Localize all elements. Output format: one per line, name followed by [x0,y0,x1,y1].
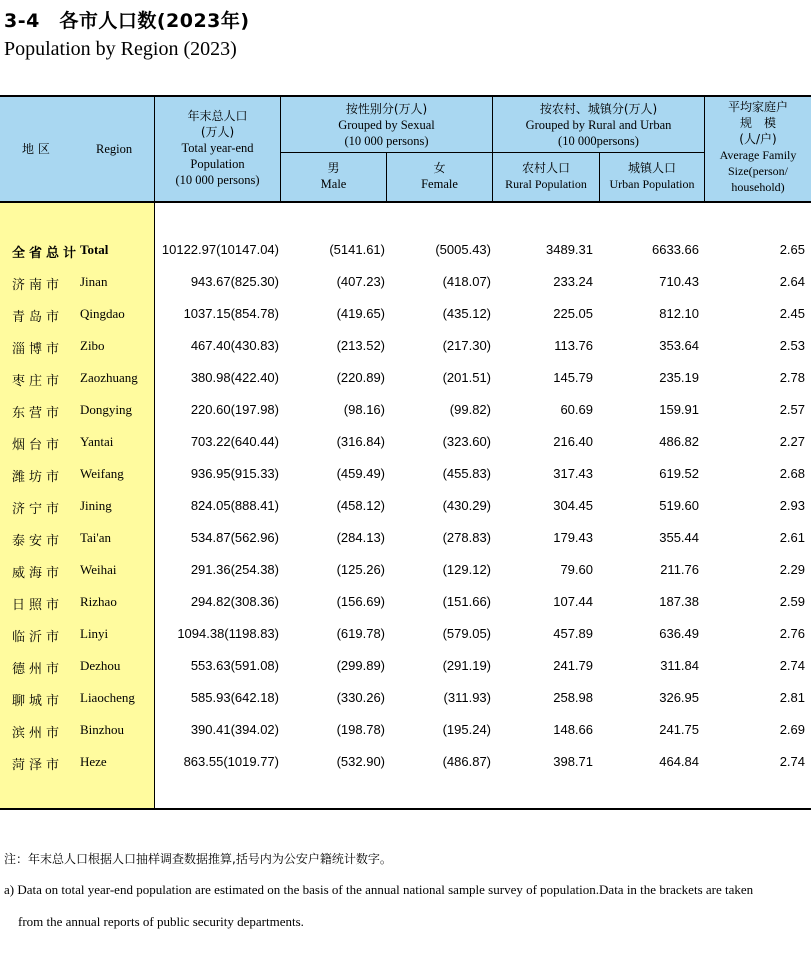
urban-population-cell: 355.44 [659,530,699,545]
female-population-cell: (151.66) [442,594,491,609]
male-population-cell: (316.84) [336,434,385,449]
urban-population-cell: 486.82 [659,434,699,449]
urban-population-cell: 241.75 [659,722,699,737]
family-size-cell: 2.76 [779,626,805,641]
region-name-cn: 潍坊市 [12,470,64,485]
header-sex-group: 按性别分(万人) Grouped by Sexual (10 000 persons) [338,102,435,148]
male-population-cell: (330.26) [336,690,385,705]
total-population-cell: 220.60(197.98) [190,402,279,417]
region-name-en: Weifang [80,466,124,481]
urban-population-cell: 235.19 [659,370,699,385]
female-population-cell: (5005.43) [435,242,491,257]
region-name-en: Jining [80,498,112,513]
region-name-en: Jinan [80,274,108,289]
family-size-cell: 2.57 [779,402,805,417]
urban-population-cell: 326.95 [659,690,699,705]
rural-population-cell: 233.24 [553,274,593,289]
region-name-cn: 德州市 [12,662,64,677]
table-row [0,394,811,426]
table-row [0,298,811,330]
region-name-cn: 泰安市 [12,534,64,549]
male-population-cell: (220.89) [336,370,385,385]
rural-population-cell: 241.79 [553,658,593,673]
urban-population-cell: 519.60 [659,498,699,513]
male-population-cell: (407.23) [336,274,385,289]
rural-population-cell: 113.76 [554,338,593,353]
header-total: 年末总人口 (万人) Total year-end Population (10 000 persons) [175,109,260,187]
female-population-cell: (201.51) [442,370,491,385]
rural-population-cell: 179.43 [553,530,593,545]
footnote-en-line1: a) Data on total year-end population are estimated on the basis of the annual national sample survey of population.Data in the brackets are taken [4,882,754,897]
table-bottom-rule [0,808,811,810]
female-population-cell: (418.07) [442,274,491,289]
rural-population-cell: 148.66 [553,722,593,737]
male-population-cell: (299.89) [336,658,385,673]
urban-population-cell: 6633.66 [652,242,699,257]
female-population-cell: (430.29) [442,498,491,513]
table-row [0,618,811,650]
table-row-total [0,234,811,266]
region-name-cn: 滨州市 [12,726,64,741]
region-name-en: Binzhou [80,722,125,737]
header-region-en: Region [96,142,133,156]
urban-population-cell: 211.76 [660,562,699,577]
male-population-cell: (125.26) [336,562,385,577]
region-name-cn: 聊城市 [12,694,64,709]
footnote-en-line2: from the annual reports of public security departments. [18,914,304,929]
table-row [0,330,811,362]
region-name-en: Tai'an [80,530,112,545]
total-population-cell: 943.67(825.30) [190,274,279,289]
urban-population-cell: 311.84 [660,658,699,673]
table-row [0,266,811,298]
female-population-cell: (129.12) [442,562,491,577]
subheader-rule [281,152,705,153]
family-size-cell: 2.65 [779,242,805,257]
male-population-cell: (284.13) [336,530,385,545]
family-size-cell: 2.61 [779,530,805,545]
table-row [0,714,811,746]
urban-population-cell: 812.10 [659,306,699,321]
family-size-cell: 2.78 [779,370,805,385]
table-row [0,746,811,778]
region-name-cn: 济南市 [12,278,64,293]
region-name-en: Dezhou [80,658,121,673]
female-population-cell: (195.24) [442,722,491,737]
header-bottom-rule [0,201,811,203]
total-population-cell: 10122.97(10147.04) [161,242,279,257]
total-population-cell: 863.55(1019.77) [183,754,279,769]
female-population-cell: (455.83) [442,466,491,481]
urban-population-cell: 187.38 [659,594,699,609]
male-population-cell: (5141.61) [329,242,385,257]
header-rural-urban-group: 按农村、城镇分(万人) Grouped by Rural and Urban (10 000persons) [525,102,672,148]
rural-population-cell: 60.69 [560,402,593,417]
family-size-cell: 2.27 [779,434,805,449]
region-name-en: Dongying [80,402,132,417]
rural-population-cell: 317.43 [553,466,593,481]
total-population-cell: 824.05(888.41) [190,498,279,513]
rural-population-cell: 107.44 [553,594,593,609]
rural-population-cell: 3489.31 [546,242,593,257]
table-row [0,554,811,586]
urban-population-cell: 710.43 [659,274,699,289]
region-name-cn: 临沂市 [12,630,64,645]
urban-population-cell: 353.64 [659,338,699,353]
female-population-cell: (291.19) [442,658,491,673]
region-name-cn: 全省总计 [12,246,81,261]
region-name-cn: 济宁市 [12,502,64,517]
rural-population-cell: 258.98 [553,690,593,705]
male-population-cell: (458.12) [336,498,385,513]
family-size-cell: 2.53 [779,338,805,353]
table-row [0,490,811,522]
male-population-cell: (619.78) [336,626,385,641]
footnote-cn: 注：年末总人口根据人口抽样调查数据推算,括号内为公安户籍统计数字。 [4,852,392,866]
table-row [0,682,811,714]
female-population-cell: (99.82) [449,402,491,417]
urban-population-cell: 464.84 [659,754,699,769]
table-row [0,650,811,682]
family-size-cell: 2.93 [779,498,805,513]
family-size-cell: 2.64 [779,274,805,289]
table-row [0,362,811,394]
family-size-cell: 2.74 [779,754,805,769]
total-population-cell: 1037.15(854.78) [183,306,279,321]
region-name-cn: 枣庄市 [12,374,64,389]
rural-population-cell: 216.40 [553,434,593,449]
header-urban: 城镇人口 Urban Population [609,161,695,191]
family-size-cell: 2.45 [779,306,805,321]
total-population-cell: 534.87(562.96) [190,530,279,545]
table-row [0,426,811,458]
region-name-cn: 威海市 [12,566,64,581]
urban-population-cell: 636.49 [659,626,699,641]
total-population-cell: 553.63(591.08) [190,658,279,673]
region-name-en: Total [80,242,109,257]
male-population-cell: (532.90) [336,754,385,769]
page-title-cn: 3-4 各市人口数(2023年) [4,10,250,32]
region-name-en: Qingdao [80,306,125,321]
female-population-cell: (323.60) [442,434,491,449]
total-population-cell: 380.98(422.40) [190,370,279,385]
header-rural: 农村人口 Rural Population [505,161,587,191]
total-population-cell: 936.95(915.33) [190,466,279,481]
region-name-en: Zibo [80,338,105,353]
family-size-cell: 2.69 [779,722,805,737]
family-size-cell: 2.59 [779,594,805,609]
total-population-cell: 390.41(394.02) [190,722,279,737]
region-name-en: Zaozhuang [80,370,138,385]
male-population-cell: (213.52) [336,338,385,353]
region-name-cn: 菏泽市 [12,758,64,773]
rural-population-cell: 225.05 [553,306,593,321]
header-female: 女 Female [421,161,458,191]
header-region-cn: 地 区 [22,142,50,156]
rural-population-cell: 398.71 [553,754,593,769]
female-population-cell: (579.05) [442,626,491,641]
urban-population-cell: 619.52 [659,466,699,481]
region-name-en: Yantai [80,434,114,449]
female-population-cell: (278.83) [442,530,491,545]
table-row [0,522,811,554]
region-name-cn: 日照市 [12,598,64,613]
rural-population-cell: 145.79 [553,370,593,385]
female-population-cell: (486.87) [442,754,491,769]
family-size-cell: 2.29 [779,562,805,577]
urban-population-cell: 159.91 [659,402,699,417]
female-population-cell: (311.93) [443,690,491,705]
region-name-cn: 淄博市 [12,342,64,357]
region-name-en: Liaocheng [80,690,135,705]
male-population-cell: (419.65) [336,306,385,321]
total-population-cell: 585.93(642.18) [190,690,279,705]
table-row [0,458,811,490]
family-size-cell: 2.81 [779,690,805,705]
region-name-en: Weihai [80,562,117,577]
header-family-size: 平均家庭户 规 模 (人/户) Average Family Size(person/ household) [719,100,797,194]
rural-population-cell: 304.45 [553,498,593,513]
region-name-en: Rizhao [80,594,117,609]
region-name-en: Heze [80,754,107,769]
total-population-cell: 1094.38(1198.83) [177,626,279,641]
rural-population-cell: 457.89 [553,626,593,641]
region-name-en: Linyi [80,626,109,641]
female-population-cell: (217.30) [442,338,491,353]
total-population-cell: 291.36(254.38) [190,562,279,577]
family-size-cell: 2.68 [779,466,805,481]
region-name-cn: 青岛市 [12,310,64,325]
family-size-cell: 2.74 [779,658,805,673]
table-top-rule [0,95,811,97]
page-title-en: Population by Region (2023) [4,38,237,60]
total-population-cell: 467.40(430.83) [190,338,279,353]
male-population-cell: (459.49) [336,466,385,481]
rural-population-cell: 79.60 [560,562,593,577]
total-population-cell: 703.22(640.44) [190,434,279,449]
male-population-cell: (156.69) [336,594,385,609]
header-male: 男 Male [320,161,347,191]
region-name-cn: 东营市 [12,406,64,421]
total-population-cell: 294.82(308.36) [190,594,279,609]
region-name-cn: 烟台市 [12,438,64,453]
female-population-cell: (435.12) [442,306,491,321]
table-row [0,586,811,618]
male-population-cell: (98.16) [343,402,385,417]
male-population-cell: (198.78) [336,722,385,737]
